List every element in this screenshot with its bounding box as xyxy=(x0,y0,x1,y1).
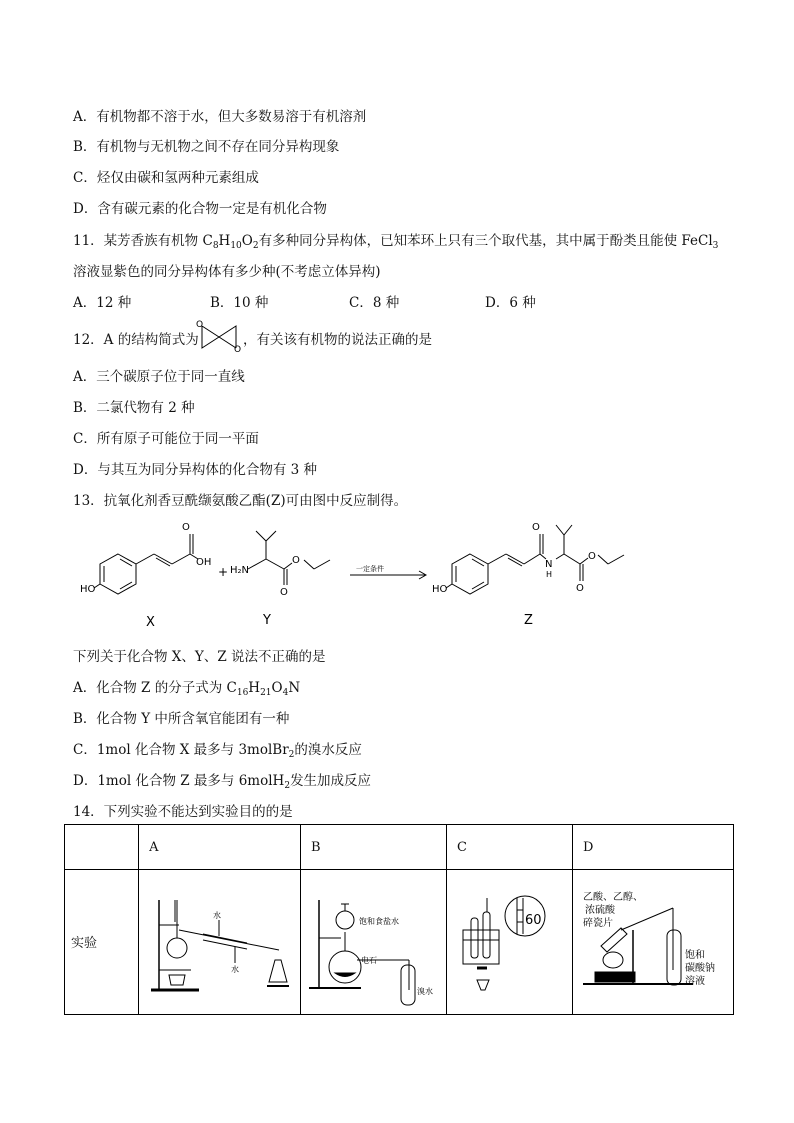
q13-option-c: C．1mol 化合物 X 最多与 3molBr$_2$的溴水反应 xyxy=(73,742,362,760)
svg-text:水: 水 xyxy=(231,965,240,974)
svg-text:饱和食盐水: 饱和食盐水 xyxy=(359,917,400,926)
apparatus-a-cell xyxy=(139,870,301,1015)
q10-option-d: D．含有碳元素的化合物一定是有机化合物 xyxy=(73,201,327,217)
label-z: Z xyxy=(524,613,533,628)
svg-text:O: O xyxy=(576,583,584,594)
header-cell-a: A xyxy=(139,825,301,870)
q11-option-b: B．10 种 xyxy=(210,295,269,311)
table-header-row xyxy=(65,825,734,870)
q13-stem: 13．抗氧化剂香豆酰缬氨酸乙酯(Z)可由图中反应制得。 xyxy=(73,493,408,509)
molecule-y xyxy=(248,531,330,585)
q12-stem-after: ，有关该有机物的说法正确的是 xyxy=(243,332,432,348)
svg-text:OH: OH xyxy=(196,557,212,568)
q14-stem: 14．下列实验不能达到实验目的的是 xyxy=(73,804,293,820)
q12-option-d: D．与其互为同分异构体的化合物有 3 种 xyxy=(73,462,317,478)
apparatus-c-cell xyxy=(447,870,573,1015)
q10-option-a: A．有机物都不溶于水，但大多数易溶于有机溶剂 xyxy=(73,109,367,125)
svg-text:HO: HO xyxy=(432,584,448,595)
svg-text:一定条件: 一定条件 xyxy=(356,565,384,573)
svg-text:N: N xyxy=(545,559,553,570)
svg-text:水: 水 xyxy=(213,911,222,920)
q12-stem-before: 12．A 的结构简式为 xyxy=(73,332,199,348)
acetylene-apparatus-diagram xyxy=(301,870,445,1010)
svg-text:电石: 电石 xyxy=(361,956,378,965)
q11-stem: 11．某芳香族有机物 $C_8H_{10}O_2$有多种同分异构体，已知苯环上只有三个取代基，其中属于酚类且能使 FeCl$_3$ xyxy=(73,233,719,251)
distillation-apparatus-diagram xyxy=(139,870,299,1010)
apparatus-d-cell xyxy=(573,870,734,1015)
q14-experiment-table xyxy=(64,824,734,1015)
header-cell-d: D xyxy=(573,825,734,870)
svg-text:O: O xyxy=(234,345,242,352)
q10-option-c: C．烃仅由碳和氢两种元素组成 xyxy=(73,170,259,186)
q13-reaction-scheme xyxy=(80,515,680,635)
svg-text:溶液: 溶液 xyxy=(685,976,705,987)
svg-text:O: O xyxy=(280,587,288,598)
svg-text:浓硫酸: 浓硫酸 xyxy=(585,905,615,916)
svg-text:H₂N: H₂N xyxy=(230,565,250,576)
table-experiment-row xyxy=(65,870,734,1015)
esterification-apparatus-diagram xyxy=(573,870,733,1010)
svg-text:HO: HO xyxy=(80,584,96,595)
q11-options xyxy=(73,291,753,311)
svg-text:O: O xyxy=(532,522,540,533)
label-y: Y xyxy=(263,613,271,628)
svg-text:O: O xyxy=(292,555,300,566)
molecule-x xyxy=(94,534,198,594)
svg-text:乙酸、乙醇、: 乙酸、乙醇、 xyxy=(583,892,643,903)
svg-text:碎瓷片: 碎瓷片 xyxy=(583,918,613,929)
q11-option-a: A．12 种 xyxy=(73,295,132,311)
q13-option-a: A．化合物 Z 的分子式为 $C_{16}H_{21}O_4N$ xyxy=(73,680,301,698)
q12-option-b: B．二氯代物有 2 种 xyxy=(73,400,195,416)
svg-text:饱和: 饱和 xyxy=(685,950,705,961)
q13-option-b: B．化合物 Y 中所含氧官能团有一种 xyxy=(73,711,290,727)
svg-text:O: O xyxy=(588,551,596,562)
q13-option-d: D．1mol 化合物 Z 最多与 6molH$_2$发生加成反应 xyxy=(73,773,372,791)
apparatus-b-cell xyxy=(301,870,447,1015)
svg-text:溴水: 溴水 xyxy=(417,987,434,996)
header-cell-c: C xyxy=(447,825,573,870)
molecule-z xyxy=(446,525,624,594)
svg-text:O: O xyxy=(196,320,204,330)
svg-text:碳酸钠: 碳酸钠 xyxy=(685,963,715,974)
q11-option-d: D．6 种 xyxy=(485,295,536,311)
svg-text:H: H xyxy=(546,570,553,579)
q11-option-c: C．8 种 xyxy=(349,295,400,311)
header-cell-b: B xyxy=(301,825,447,870)
q12-option-a: A．三个碳原子位于同一直线 xyxy=(73,369,245,385)
q12-structure-diagram xyxy=(196,318,244,352)
row-label-cell: 实验 xyxy=(65,870,139,1015)
header-cell-empty xyxy=(65,825,139,870)
svg-text:60: 60 xyxy=(525,913,542,928)
q12-option-c: C．所有原子可能位于同一平面 xyxy=(73,431,259,447)
svg-text:O: O xyxy=(182,522,190,533)
svg-text:+: + xyxy=(218,565,229,579)
water-bath-apparatus-diagram xyxy=(447,870,571,1010)
label-x: X xyxy=(146,615,155,630)
q10-option-b: B．有机物与无机物之间不存在同分异构现象 xyxy=(73,139,340,155)
q11-stem-line2: 溶液显紫色的同分异构体有多少种(不考虑立体异构) xyxy=(73,264,381,280)
q13-question: 下列关于化合物 X、Y、Z 说法不正确的是 xyxy=(73,649,326,665)
